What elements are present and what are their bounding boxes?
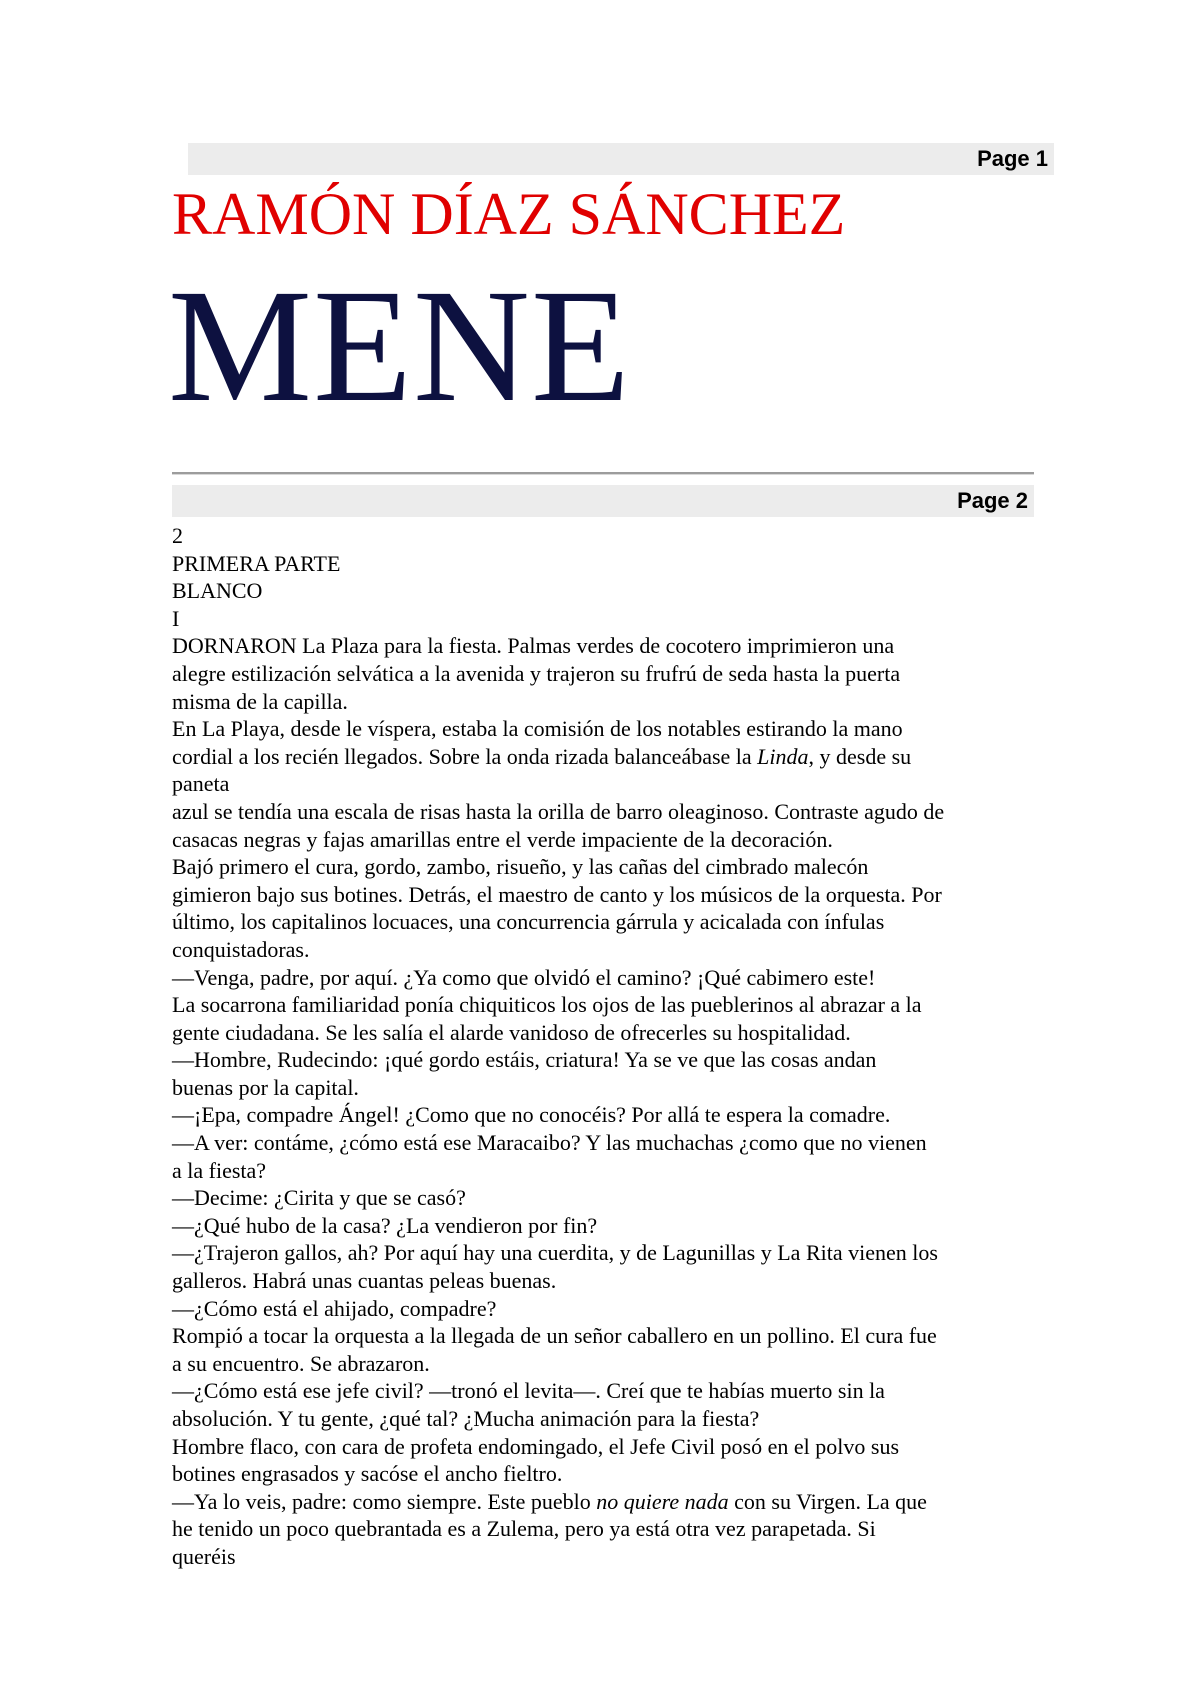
text-line: Rompió a tocar la orquesta a la llegada de un señor caballero en un pollino. El cura fue bbox=[172, 1323, 937, 1349]
text-line: buenas por la capital. bbox=[172, 1074, 359, 1100]
text-line: I bbox=[172, 605, 180, 631]
text-line: gimieron bajo sus botines. Detrás, el maestro de canto y los músicos de la orquesta. Por bbox=[172, 881, 942, 907]
text-line: —Venga, padre, por aquí. ¿Ya como que olvidó el camino? ¡Qué cabimero este! bbox=[172, 964, 876, 990]
page-2-body bbox=[172, 522, 1038, 1571]
text-line: gente ciudadana. Se les salía el alarde vanidoso de ofrecerles su hospitalidad. bbox=[172, 1019, 851, 1045]
text-line: alegre estilización selvática a la avenida y trajeron su frufrú de seda hasta la puerta bbox=[172, 660, 901, 686]
text-line: galleros. Habrá unas cuantas peleas buenas. bbox=[172, 1268, 557, 1294]
emphasis: no quiere nada bbox=[596, 1488, 729, 1514]
text-line: paneta bbox=[172, 771, 230, 797]
text-line: BLANCO bbox=[172, 578, 263, 604]
text-line: misma de la capilla. bbox=[172, 688, 348, 714]
text-line: —¿Trajeron gallos, ah? Por aquí hay una cuerdita, y de Lagunillas y La Rita vienen los bbox=[172, 1240, 938, 1266]
text-line: 2 bbox=[172, 523, 183, 548]
text-line: En La Playa, desde le víspera, estaba la comisión de los notables estirando la mano bbox=[172, 716, 903, 742]
book-title: MENE bbox=[168, 257, 631, 436]
text-line: —A ver: contáme, ¿cómo está ese Maracaibo? Y las muchachas ¿como que no vienen bbox=[172, 1130, 927, 1156]
text-line: —¡Epa, compadre Ángel! ¿Como que no conocéis? Por allá te espera la comadre. bbox=[172, 1102, 891, 1128]
text-line: —Ya lo veis, padre: como siempre. Este pueblo no quiere nada con su Virgen. La que bbox=[172, 1488, 927, 1514]
text-line: azul se tendía una escala de risas hasta la orilla de barro oleaginoso. Contraste agudo de bbox=[172, 798, 945, 824]
text-line: he tenido un poco quebrantada es a Zulema, pero ya está otra vez parapetada. Si bbox=[172, 1516, 876, 1542]
page-header-2 bbox=[172, 485, 1034, 517]
text-line: —Hombre, Rudecindo: ¡qué gordo estáis, criatura! Ya se ve que las cosas andan bbox=[172, 1047, 877, 1073]
text-line: —¿Qué hubo de la casa? ¿La vendieron por fin? bbox=[172, 1212, 598, 1238]
text-line: DORNARON La Plaza para la fiesta. Palmas verdes de cocotero imprimieron una bbox=[172, 633, 895, 659]
page-divider bbox=[172, 472, 1034, 475]
text-line: botines engrasados y sacóse el ancho fieltro. bbox=[172, 1461, 563, 1487]
page-label-1: Page 1 bbox=[977, 146, 1048, 171]
text-line: cordial a los recién llegados. Sobre la onda rizada balanceábase la Linda, y desde su bbox=[172, 743, 912, 769]
page-label-2: Page 2 bbox=[957, 488, 1028, 513]
text-line: absolución. Y tu gente, ¿qué tal? ¿Mucha animación para la fiesta? bbox=[172, 1406, 760, 1431]
author-name: RAMÓN DÍAZ SÁNCHEZ bbox=[172, 181, 846, 247]
page-header-1 bbox=[188, 143, 1054, 175]
text-line: PRIMERA PARTE bbox=[172, 550, 341, 576]
emphasis: Linda bbox=[757, 743, 809, 769]
text-line: —Decime: ¿Cirita y que se casó? bbox=[172, 1185, 466, 1211]
text-line: a su encuentro. Se abrazaron. bbox=[172, 1350, 430, 1376]
text-line: —¿Cómo está ese jefe civil? —tronó el levita—. Creí que te habías muerto sin la bbox=[172, 1378, 885, 1404]
text-line: casacas negras y fajas amarillas entre el verde impaciente de la decoración. bbox=[172, 826, 833, 852]
text-line: —¿Cómo está el ahijado, compadre? bbox=[172, 1295, 497, 1321]
text-line: conquistadoras. bbox=[172, 936, 310, 962]
text-line: La socarrona familiaridad ponía chiquiticos los ojos de las pueblerinos al abrazar a la bbox=[172, 992, 922, 1018]
text-line: Bajó primero el cura, gordo, zambo, risueño, y las cañas del cimbrado malecón bbox=[172, 854, 869, 880]
text-line: Hombre flaco, con cara de profeta endomingado, el Jefe Civil posó en el polvo sus bbox=[172, 1433, 899, 1459]
text-line: queréis bbox=[172, 1543, 236, 1569]
text-line: último, los capitalinos locuaces, una concurrencia gárrula y acicalada con ínfulas bbox=[172, 909, 885, 935]
text-line: a la fiesta? bbox=[172, 1157, 267, 1183]
